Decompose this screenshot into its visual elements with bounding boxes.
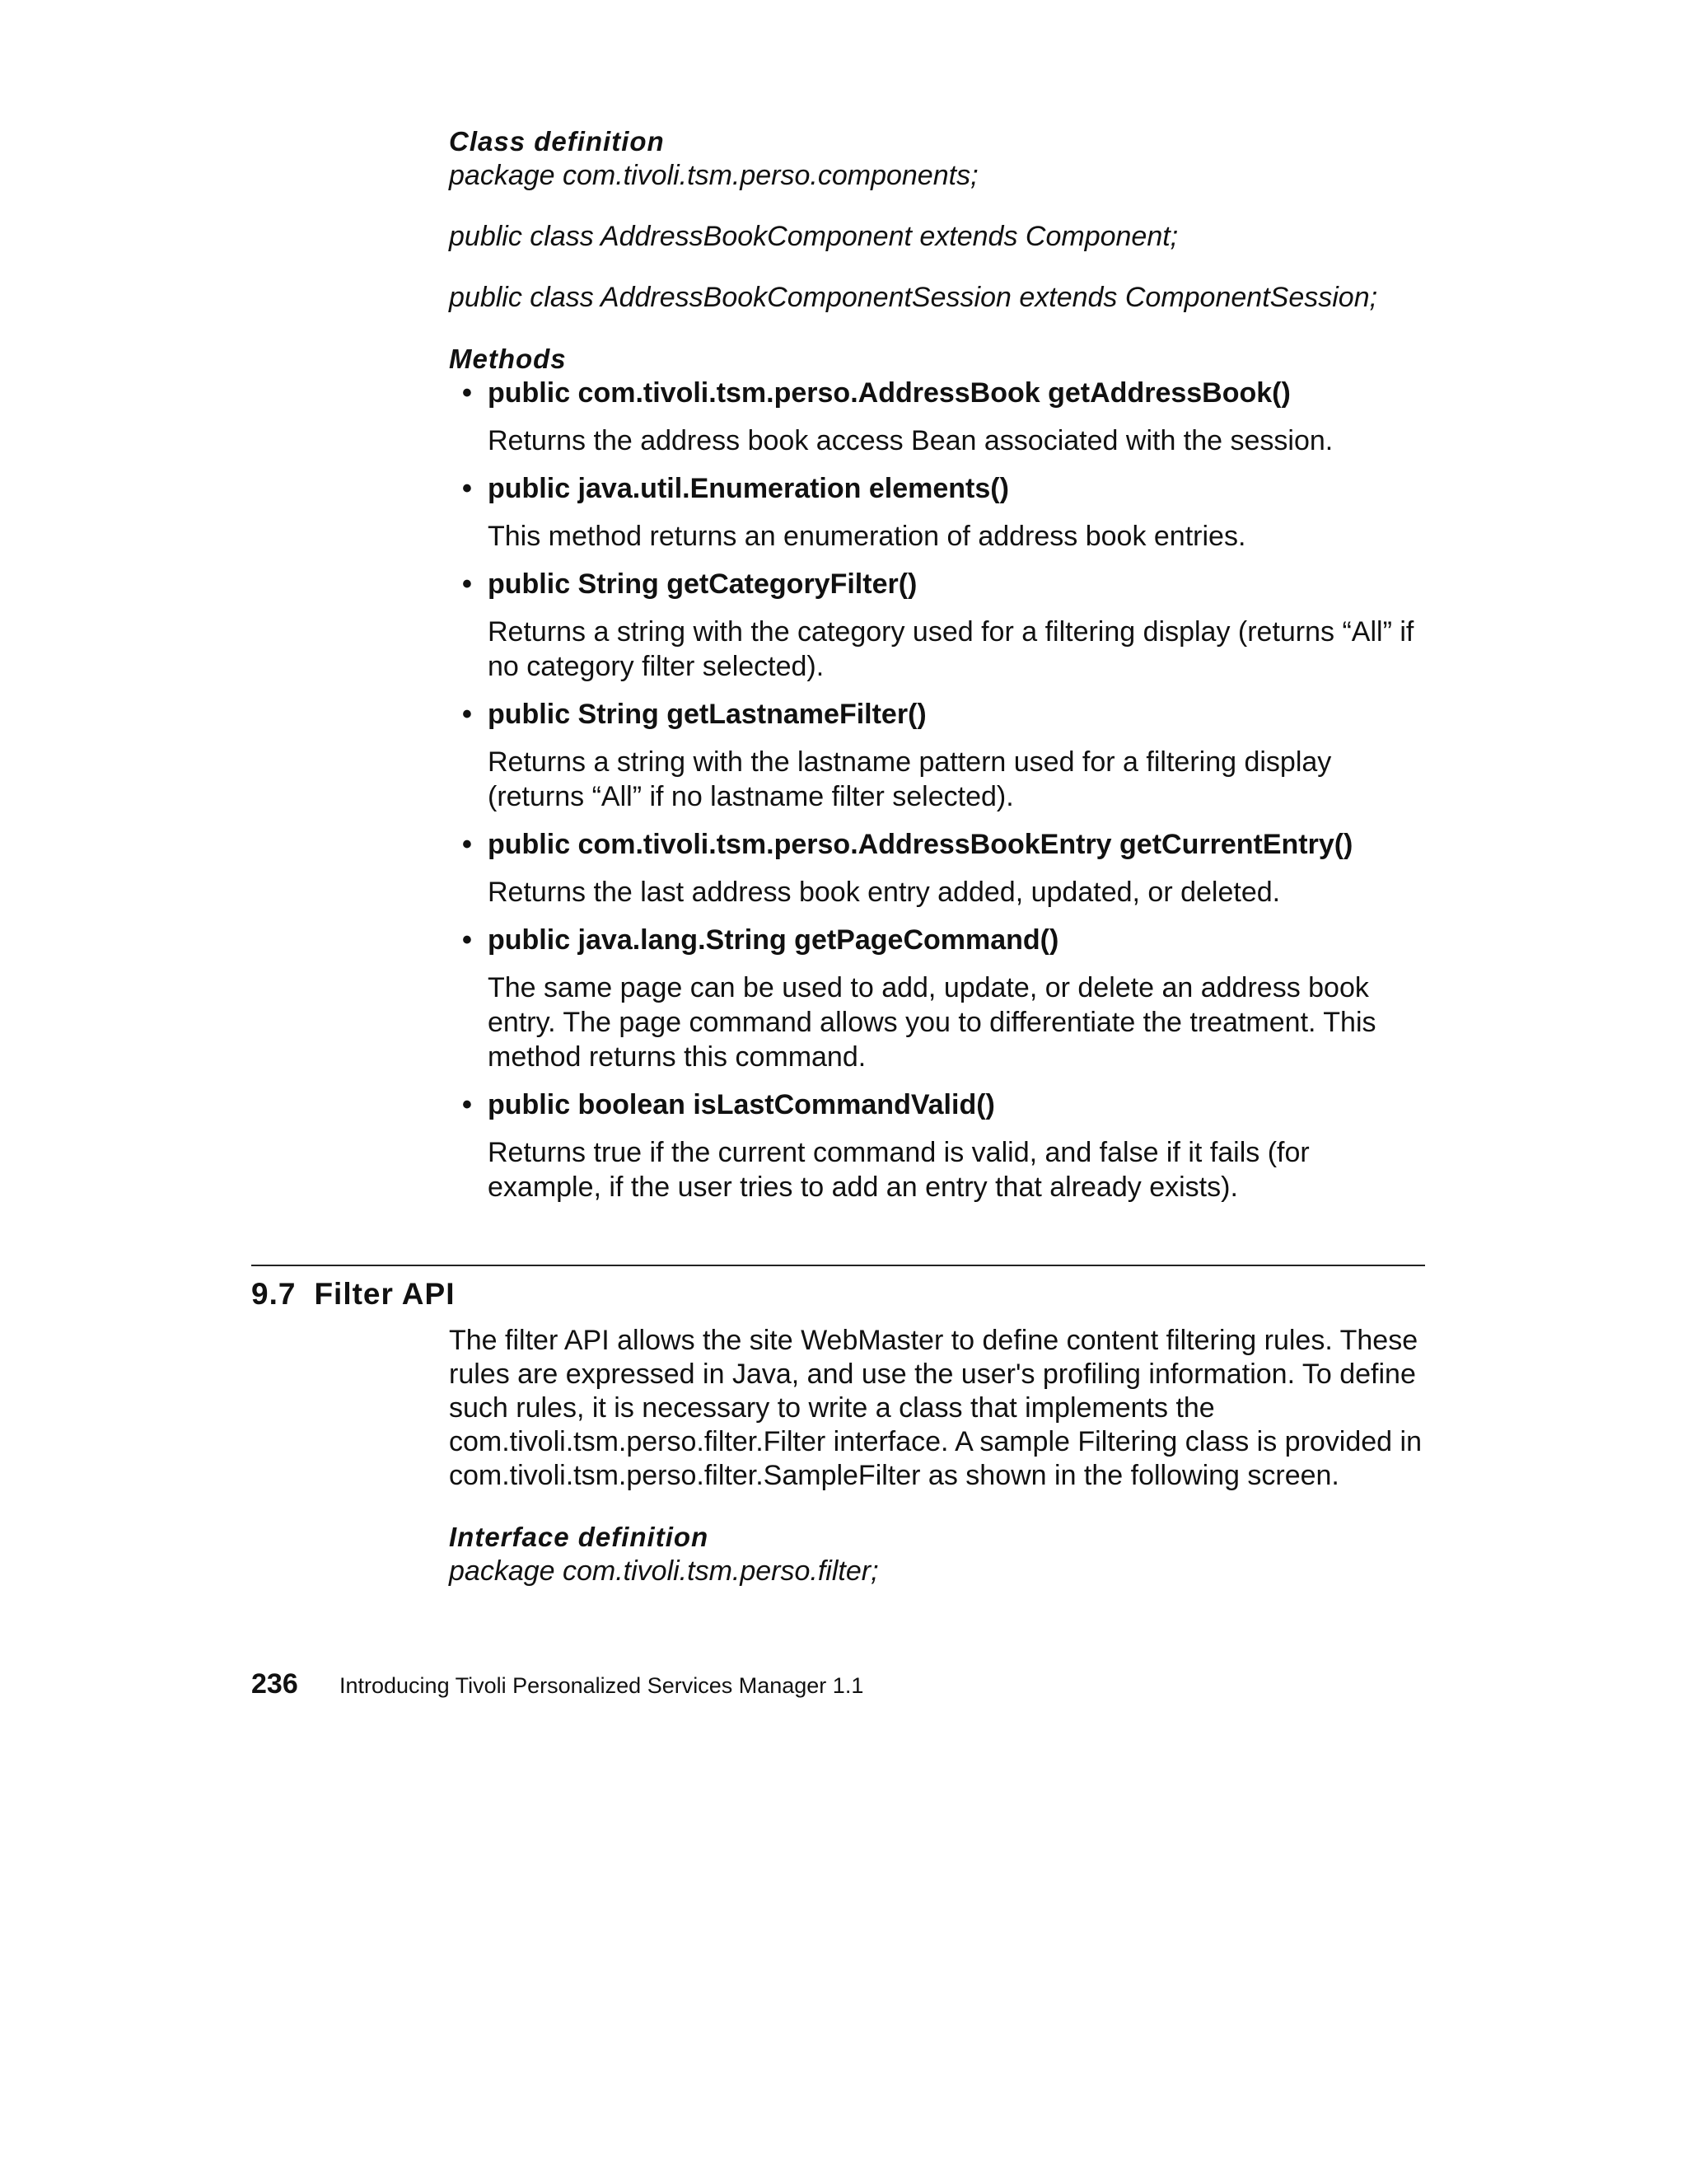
interface-package-declaration: package com.tivoli.tsm.perso.filter;	[449, 1555, 879, 1587]
package-declaration: package com.tivoli.tsm.perso.components;	[449, 160, 979, 191]
section-body	[449, 1324, 1425, 1588]
list-item	[449, 376, 1425, 458]
class-definition-heading: Class definition	[449, 126, 665, 157]
list-item	[449, 567, 1425, 684]
method-description: This method returns an enumeration of address book entries.	[488, 521, 1246, 552]
interface-definition-heading: Interface definition	[449, 1522, 709, 1552]
method-description: The same page can be used to add, update, or delete an address book entry. The page command allows you to differentiate the treatment. This method returns this command.	[488, 972, 1376, 1073]
bullet-icon: •	[462, 924, 472, 956]
class-declaration-session: public class AddressBookComponentSession extends ComponentSession;	[449, 282, 1378, 313]
bullet-icon: •	[462, 377, 472, 409]
class-declaration-component: public class AddressBookComponent extends Component;	[449, 221, 1179, 252]
list-item	[449, 1087, 1425, 1204]
method-signature: public String getLastnameFilter()	[488, 699, 927, 730]
bullet-icon: •	[462, 1089, 472, 1120]
section-title	[251, 1276, 1425, 1312]
list-item	[449, 471, 1425, 554]
method-signature: public boolean isLastCommandValid()	[488, 1089, 995, 1120]
filter-api-section	[251, 1265, 1425, 1588]
section-number: 9.7	[251, 1277, 297, 1311]
methods-list	[449, 376, 1425, 1204]
method-description: Returns a string with the lastname pattern used for a filtering display (returns “All” if no lastname filter selected).	[488, 746, 1332, 812]
bullet-icon: •	[462, 699, 472, 730]
method-signature: public String getCategoryFilter()	[488, 568, 918, 600]
method-description: Returns true if the current command is valid, and false if it fails (for example, if the user tries to add an entry that already exists).	[488, 1137, 1310, 1203]
section-title-text: Filter API	[314, 1277, 456, 1311]
class-definition-block	[449, 125, 1425, 1204]
method-signature: public java.util.Enumeration elements()	[488, 473, 1009, 504]
method-signature: public com.tivoli.tsm.perso.AddressBook getAddressBook()	[488, 377, 1291, 409]
page-footer	[251, 1666, 1425, 1704]
book-title: Introducing Tivoli Personalized Services Manager 1.1	[339, 1673, 864, 1698]
method-signature: public java.lang.String getPageCommand()	[488, 924, 1059, 956]
method-description: Returns the address book access Bean associated with the session.	[488, 425, 1334, 456]
method-signature: public com.tivoli.tsm.perso.AddressBookEntry getCurrentEntry()	[488, 829, 1353, 860]
list-item	[449, 827, 1425, 910]
bullet-icon: •	[462, 829, 472, 860]
list-item	[449, 923, 1425, 1074]
bullet-icon: •	[462, 568, 472, 600]
page-number: 236	[251, 1668, 298, 1700]
section-divider	[251, 1265, 1425, 1266]
list-item	[449, 697, 1425, 814]
filter-api-paragraph: The filter API allows the site WebMaster to define content filtering rules. These rules are expressed in Java, and use the user's profiling information. To define such rules, it is necessary to write a class that implements the com.tivoli.tsm.perso.filter.Filter interface. A sample Filtering class is provided in com.tivoli.tsm.perso.filter.SampleFilter as shown in the following screen.	[449, 1325, 1422, 1491]
bullet-icon: •	[462, 473, 472, 504]
method-description: Returns a string with the category used for a filtering display (returns “All” if no category filter selected).	[488, 616, 1414, 682]
methods-heading: Methods	[449, 344, 567, 374]
method-description: Returns the last address book entry added, updated, or deleted.	[488, 877, 1281, 908]
